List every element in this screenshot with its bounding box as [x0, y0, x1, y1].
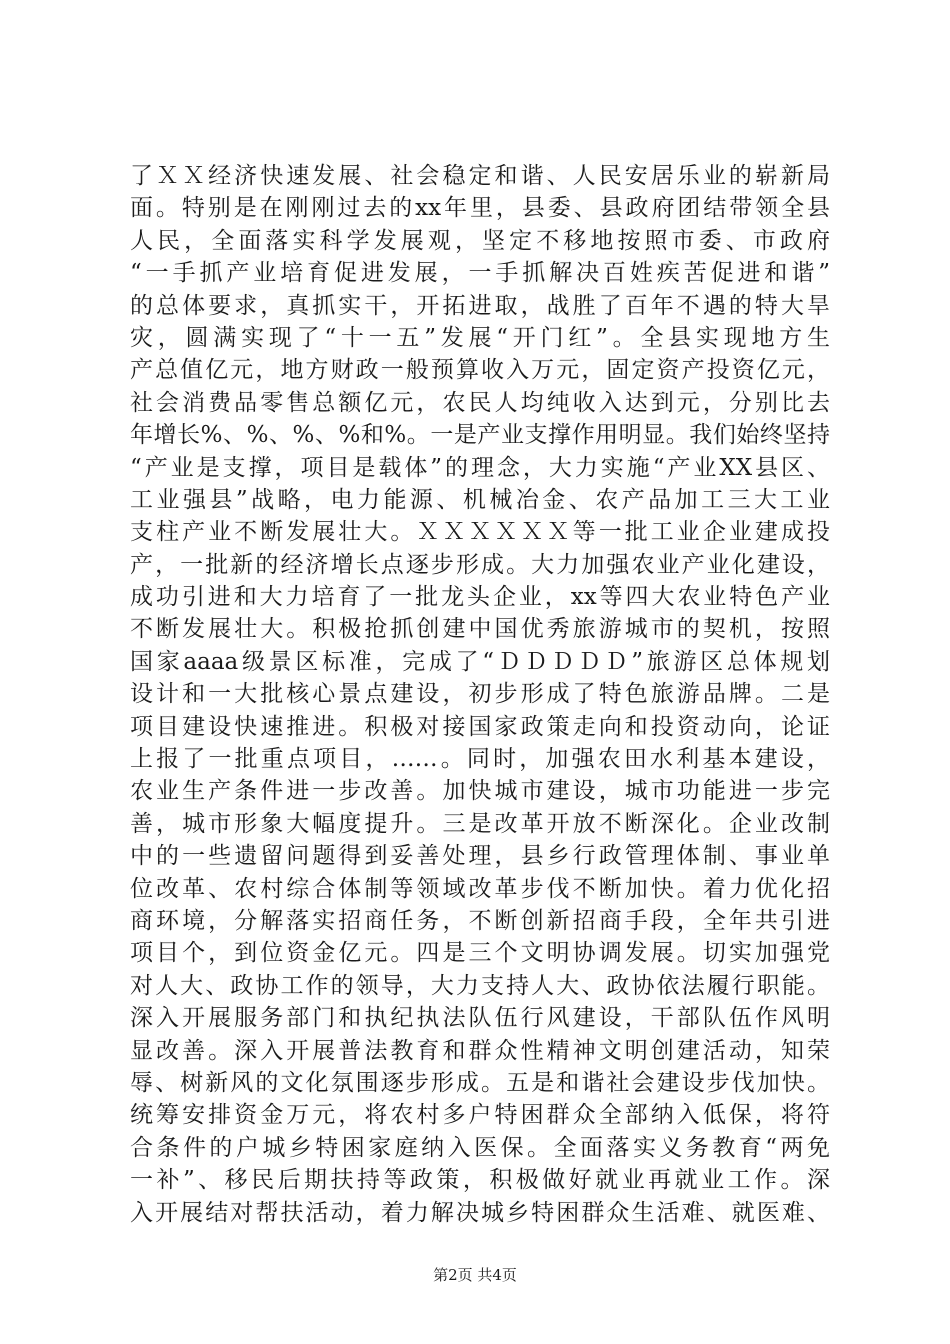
text-line: 深入开展服务部门和执纪执法队伍行风建设，干部队伍作风明 [130, 1005, 830, 1032]
text-line: 的总体要求，真抓实干，开拓进取，战胜了百年不遇的特大旱 [130, 292, 830, 319]
text-line: 灾，圆满实现了“十一五”发展“开门红”。全县实现地方生 [130, 324, 830, 351]
text-line: 农业生产条件进一步改善。加快城市建设，城市功能进一步完 [130, 778, 830, 805]
text-line: 支柱产业不断发展壮大。ＸＸＸＸＸＸ等一批工业企业建成投 [130, 519, 830, 546]
text-line: 面。特别是在刚刚过去的xx年里，县委、县政府团结带领全县 [130, 195, 830, 222]
text-line: 国家aaaa级景区标准，完成了“ＤＤＤＤＤ”旅游区总体规划 [130, 648, 830, 675]
text-line: 一补”、移民后期扶持等政策，积极做好就业再就业工作。深 [130, 1167, 830, 1194]
text-line: 对人大、政协工作的领导，大力支持人大、政协依法履行职能。 [130, 972, 830, 999]
body-text [130, 160, 830, 1229]
text-line: 了ＸＸ经济快速发展、社会稳定和谐、人民安居乐业的崭新局 [130, 163, 830, 189]
page-number-footer: 第2页 共4页 [433, 1266, 517, 1284]
text-line: 设计和一大批核心景点建设，初步形成了特色旅游品牌。二是 [130, 681, 830, 708]
text-line: 商环境，分解落实招商任务，不断创新招商手段，全年共引进 [130, 907, 830, 934]
text-line: 产总值亿元，地方财政一般预算收入万元，固定资产投资亿元， [130, 357, 830, 384]
text-line: 年增长%、%、%、%和%。一是产业支撑作用明显。我们始终坚持 [130, 422, 830, 449]
text-line: 统筹安排资金万元，将农村多户特困群众全部纳入低保，将符 [130, 1102, 830, 1129]
text-line: 合条件的户城乡特困家庭纳入医保。全面落实义务教育“两免 [130, 1134, 830, 1161]
text-line: 辱、树新风的文化氛围逐步形成。五是和谐社会建设步伐加快。 [130, 1069, 830, 1096]
text-line: 善，城市形象大幅度提升。三是改革开放不断深化。企业改制 [130, 810, 830, 837]
text-line: 产，一批新的经济增长点逐步形成。大力加强农业产业化建设， [130, 551, 830, 578]
text-line: 位改革、农村综合体制等领域改革步伐不断加快。着力优化招 [130, 875, 830, 902]
text-line: 项目个，到位资金亿元。四是三个文明协调发展。切实加强党 [130, 940, 830, 967]
text-line: 显改善。深入开展普法教育和群众性精神文明创建活动，知荣 [130, 1037, 830, 1064]
text-line: 项目建设快速推进。积极对接国家政策走向和投资动向，论证 [130, 713, 830, 740]
text-line: “产业是支撑，项目是载体”的理念，大力实施“产业XX县区、 [130, 454, 830, 481]
text-line: 入开展结对帮扶活动，着力解决城乡特困群众生活难、就医难、 [130, 1199, 830, 1226]
text-line: 工业强县”战略，电力能源、机械冶金、农产品加工三大工业 [130, 486, 830, 513]
text-line: “一手抓产业培育促进发展，一手抓解决百姓疾苦促进和谐” [130, 260, 830, 287]
text-line: 成功引进和大力培育了一批龙头企业，xx等四大农业特色产业 [130, 584, 830, 611]
text-line: 人民，全面落实科学发展观，坚定不移地按照市委、市政府 [130, 227, 830, 254]
text-line: 社会消费品零售总额亿元，农民人均纯收入达到元，分别比去 [130, 389, 830, 416]
text-line: 不断发展壮大。积极抢抓创建中国优秀旅游城市的契机，按照 [130, 616, 830, 643]
text-line: 中的一些遗留问题得到妥善处理，县乡行政管理体制、事业单 [130, 843, 830, 870]
text-line: 上报了一批重点项目，……。同时，加强农田水利基本建设， [130, 746, 830, 773]
